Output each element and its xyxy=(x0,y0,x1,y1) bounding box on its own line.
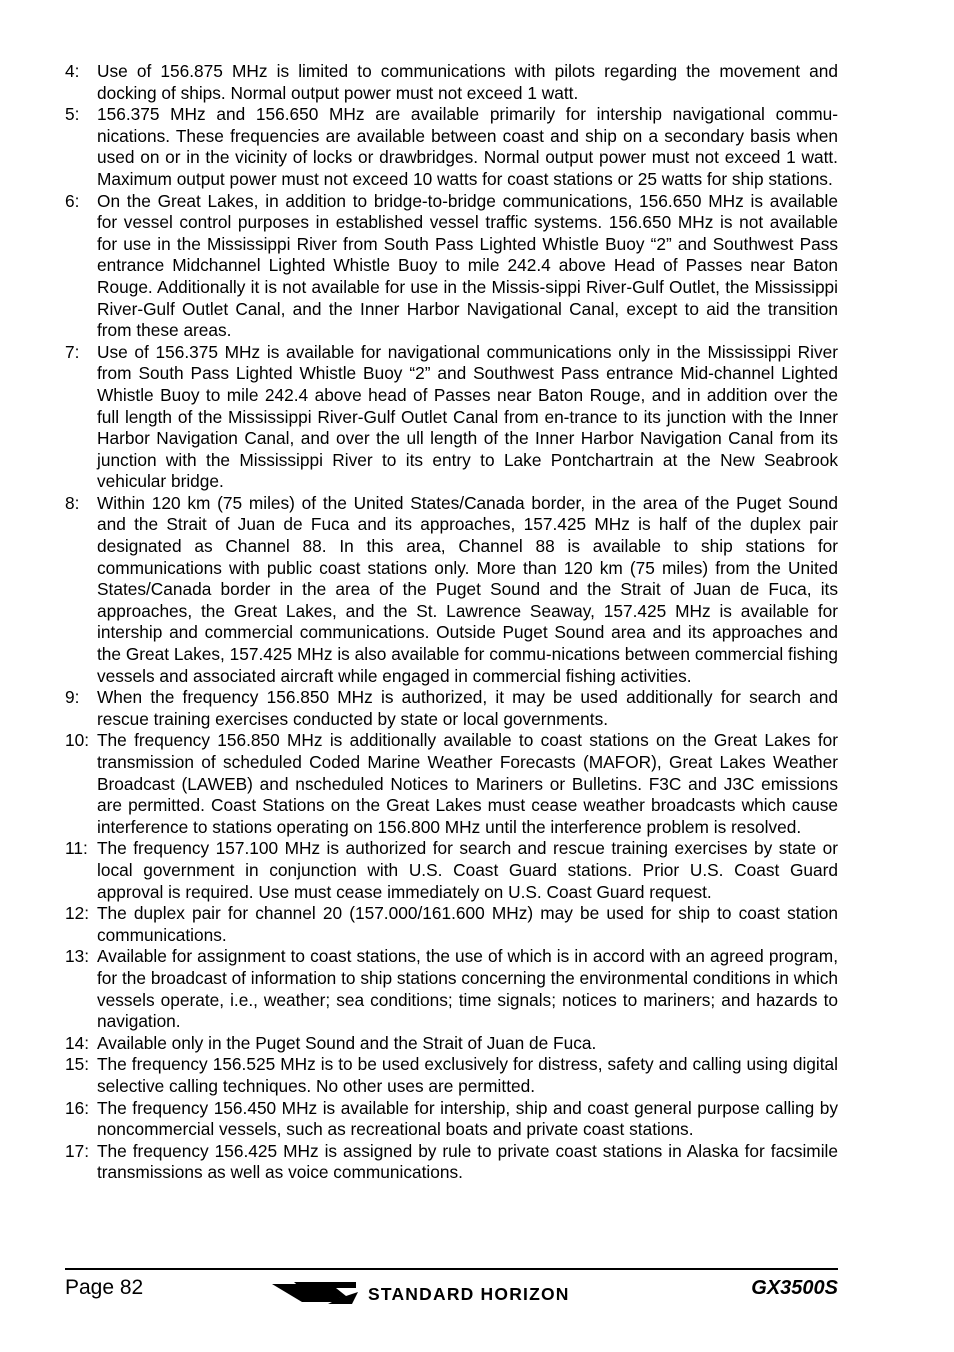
footnote-item xyxy=(65,61,838,104)
footnote-text: Use of 156.875 MHz is limited to communications with pilots regarding the movement and docking of ships. Normal output power must not exceed 1 watt. xyxy=(97,61,838,103)
footnote-text: Within 120 km (75 miles) of the United States/Canada border, in the area of the Puget Sound and the Strait of Juan de Fuca and its approaches, 157.425 MHz is half of the duplex pair designated as Channel 88. In this area, Channel 88 is available to ship stations for communications with public coast stations only. More than 120 km (75 miles) from the United States/Canada border in the area of the Puget Sound and the Strait of Juan de Fuca, its approaches, the Great Lakes, and the St. Lawrence Seaway, 157.425 MHz is available for intership and commercial communications. Outside Puget Sound area and its approaches and the Great Lakes, 157.425 MHz is also available for commu-nications between commercial fishing vessels and associated aircraft while engaged in commercial fishing activities. xyxy=(97,492,838,686)
footnote-item xyxy=(65,342,838,493)
footnote-item xyxy=(65,730,838,838)
footnote-item xyxy=(65,838,838,903)
footnote-text: When the frequency 156.850 MHz is authorized, it may be used additionally for search and rescue training exercises conducted by state or local governments. xyxy=(97,687,838,729)
footnote-number: 17: xyxy=(65,1140,90,1161)
footnote-item xyxy=(65,946,838,1032)
footnote-number: 7: xyxy=(65,341,80,362)
footnote-number: 14: xyxy=(65,1032,90,1053)
standard-horizon-logo xyxy=(272,1280,634,1306)
footnote-text: The frequency 156.850 MHz is additionally available to coast stations on the Great Lakes for transmission of scheduled Coded Marine Weather Forecasts (MAFOR), Great Lakes Weather Broadcast (LAWEB) and nscheduled Notices to Mariners or Bulletins. F3C and J3C emissions are permitted. Coast Stations on the Great Lakes must cease weather broadcasts which cause interference to stations operating on 156.800 MHz until the interference problem is resolved. xyxy=(97,730,838,837)
footnote-item xyxy=(65,903,838,946)
footnote-number: 6: xyxy=(65,190,80,211)
footnote-number: 11: xyxy=(65,838,88,859)
footnote-text: Use of 156.375 MHz is available for navigational communications only in the Mississippi River from South Pass Lighted Whistle Buoy “2” and Southwest Pass entrance Mid-channel Lighted Whistle Buoy to mile 242.4 above head of Passes near Baton Rouge, and in addition over the full length of the Mississippi River-Gulf Outlet Canal from en-trance to its junction with the Inner Harbor Navigation Canal, and over the ull length of the Inner Harbor Navigation Canal from its junction with the Mississippi River to its entry to Lake Pontchartrain at the New Seabrook vehicular bridge. xyxy=(97,341,838,492)
footnote-number: 8: xyxy=(65,492,80,513)
footnote-list xyxy=(65,61,838,1184)
footnote-number: 10: xyxy=(65,730,90,751)
footnote-text: The frequency 156.525 MHz is to be used exclusively for distress, safety and calling using digital selective calling techniques. No other uses are permitted. xyxy=(97,1054,838,1096)
brand-name: STANDARD HORIZON xyxy=(368,1284,570,1304)
footnote-text: The frequency 156.425 MHz is assigned by rule to private coast stations in Alaska for facsimile transmissions as well as voice communications. xyxy=(97,1140,838,1183)
footnote-text: 156.375 MHz and 156.650 MHz are available primarily for intership navigational commu-nications. These frequencies are available between coast and ship on a secondary basis when used on or in the vicinity of locks or drawbridges. Normal output power must not exceed 1 watt. Maximum output power must not exceed 10 watts for coast stations or 25 watts for ship stations. xyxy=(97,104,838,189)
footnote-text: The frequency 156.450 MHz is available for intership, ship and coast general purpose calling by noncommercial vessels, such as recreational boats and private coast stations. xyxy=(97,1097,838,1140)
footnote-text: The frequency 157.100 MHz is authorized for search and rescue training exercises by state or local government in conjunction with U.S. Coast Guard stations. Prior U.S. Coast Guard approval is required. Use must cease immediately on U.S. Coast Guard request. xyxy=(97,838,838,902)
footnote-number: 15: xyxy=(65,1054,90,1075)
footnote-item xyxy=(65,1054,838,1097)
footnote-text: Available only in the Puget Sound and the Strait of Juan de Fuca. xyxy=(97,1032,597,1053)
footnote-item xyxy=(65,1033,838,1055)
footnote-text: The duplex pair for channel 20 (157.000/161.600 MHz) may be used for ship to coast station communications. xyxy=(97,903,838,945)
footnote-number: 4: xyxy=(65,61,80,81)
footnote-item xyxy=(65,493,838,687)
footnote-text: Available for assignment to coast stations, the use of which is in accord with an agreed program, for the broadcast of information to ship stations concerning the environmental conditions in which vessels operate, i.e., weather; sea conditions; time signals; notices to mariners; and hazards to navigation. xyxy=(97,946,838,1032)
footnote-text: On the Great Lakes, in addition to bridge-to-bridge communications, 156.650 MHz is available for vessel control purposes in established vessel traffic systems. 156.650 MHz is not available for use in the Mississippi River from South Pass Lighted Whistle Buoy “2” and Southwest Pass entrance Midchannel Lighted Whistle Buoy to mile 242.4 above Head of Passes near Baton Rouge. Additionally it is not available for use in the Missis-sippi River-Gulf Outlet, the Mississippi River-Gulf Outlet Canal, and the Inner Harbor Navigational Canal, except to aid the transition from these areas. xyxy=(97,190,838,341)
footnote-number: 5: xyxy=(65,104,80,125)
footnote-number: 16: xyxy=(65,1097,90,1118)
footer-rule xyxy=(65,1268,838,1270)
page-number: Page 82 xyxy=(65,1276,144,1299)
footnote-number: 12: xyxy=(65,903,90,924)
footnote-item xyxy=(65,1141,838,1184)
footnote-item xyxy=(65,104,838,190)
footnote-item xyxy=(65,1098,838,1141)
footnote-item xyxy=(65,191,838,342)
footnote-number: 9: xyxy=(65,687,80,708)
footnote-item xyxy=(65,687,838,730)
footnote-number: 13: xyxy=(65,946,90,967)
model-number: GX3500S xyxy=(751,1277,838,1299)
